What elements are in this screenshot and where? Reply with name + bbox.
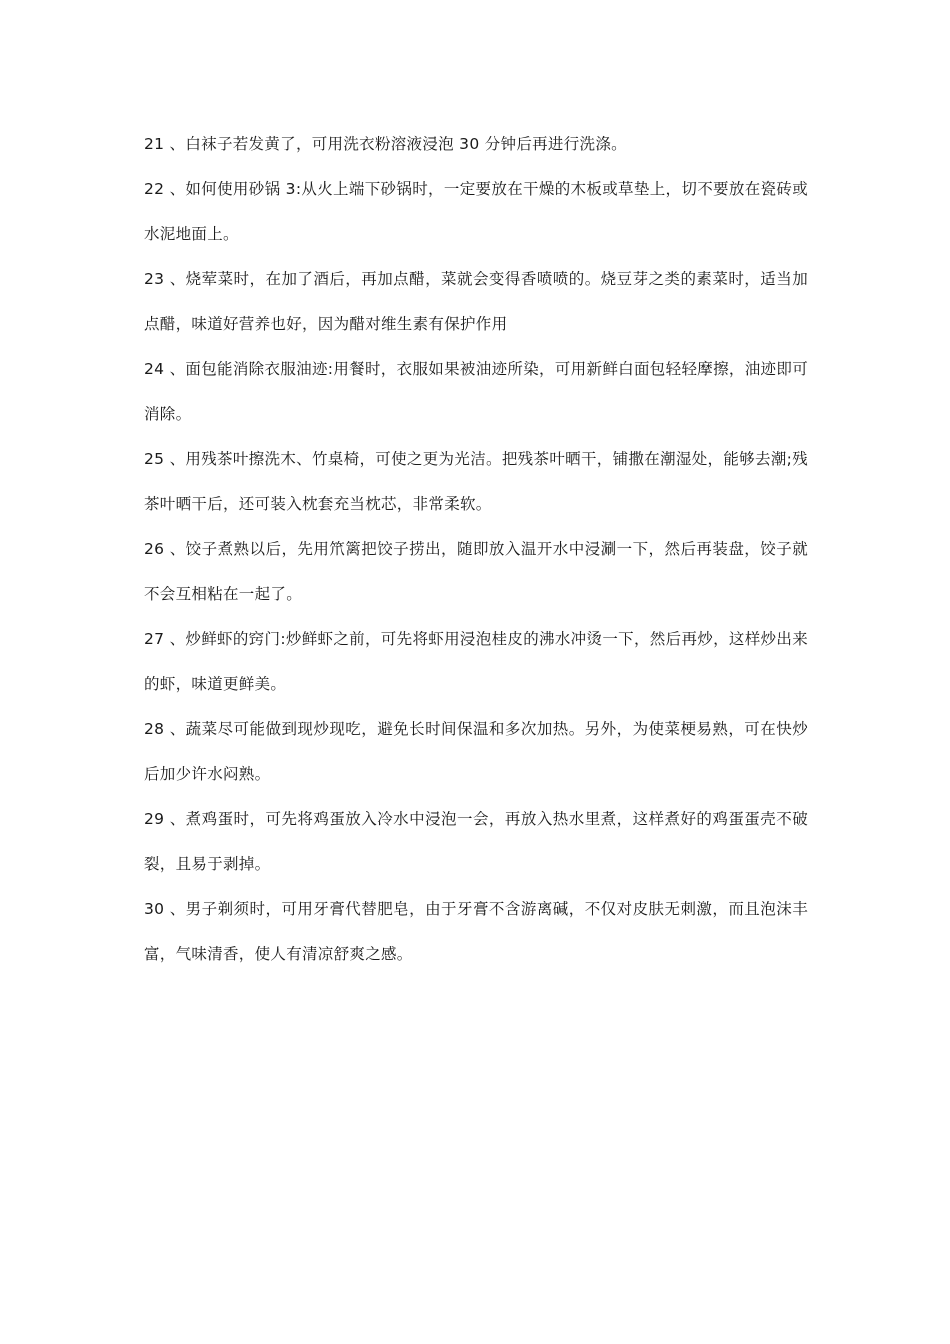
tip-27: 27 、炒鲜虾的窍门:炒鲜虾之前，可先将虾用浸泡桂皮的沸水冲烫一下，然后再炒，这样炒出来的虾，味道更鲜美。 xyxy=(144,630,808,693)
tip-30: 30 、男子剃须时，可用牙膏代替肥皂，由于牙膏不含游离碱，不仅对皮肤无刺激，而且泡沫丰富，气味清香，使人有清凉舒爽之感。 xyxy=(144,900,808,963)
tip-26: 26 、饺子煮熟以后，先用笊篱把饺子捞出，随即放入温开水中浸涮一下，然后再装盘，饺子就不会互相粘在一起了。 xyxy=(144,540,808,603)
tip-29: 29 、煮鸡蛋时，可先将鸡蛋放入冷水中浸泡一会，再放入热水里煮，这样煮好的鸡蛋蛋壳不破裂，且易于剥掉。 xyxy=(144,810,808,873)
tip-23: 23 、烧荤菜时，在加了酒后，再加点醋，菜就会变得香喷喷的。烧豆芽之类的素菜时，适当加点醋，味道好营养也好，因为醋对维生素有保护作用 xyxy=(144,270,808,333)
tips-list xyxy=(144,122,808,977)
tip-25: 25 、用残茶叶擦洗木、竹桌椅，可使之更为光洁。把残茶叶晒干，铺撒在潮湿处，能够去潮;残茶叶晒干后，还可装入枕套充当枕芯，非常柔软。 xyxy=(144,450,808,513)
tip-21: 21 、白袜子若发黄了，可用洗衣粉溶液浸泡 30 分钟后再进行洗涤。 xyxy=(144,135,627,153)
tip-24: 24 、面包能消除衣服油迹:用餐时，衣服如果被油迹所染，可用新鲜白面包轻轻摩擦，油迹即可消除。 xyxy=(144,360,808,423)
tip-28: 28 、蔬菜尽可能做到现炒现吃，避免长时间保温和多次加热。另外，为使菜梗易熟，可在快炒后加少许水闷熟。 xyxy=(144,720,808,783)
tip-22: 22 、如何使用砂锅 3:从火上端下砂锅时，一定要放在干燥的木板或草垫上，切不要放在瓷砖或水泥地面上。 xyxy=(144,180,808,243)
